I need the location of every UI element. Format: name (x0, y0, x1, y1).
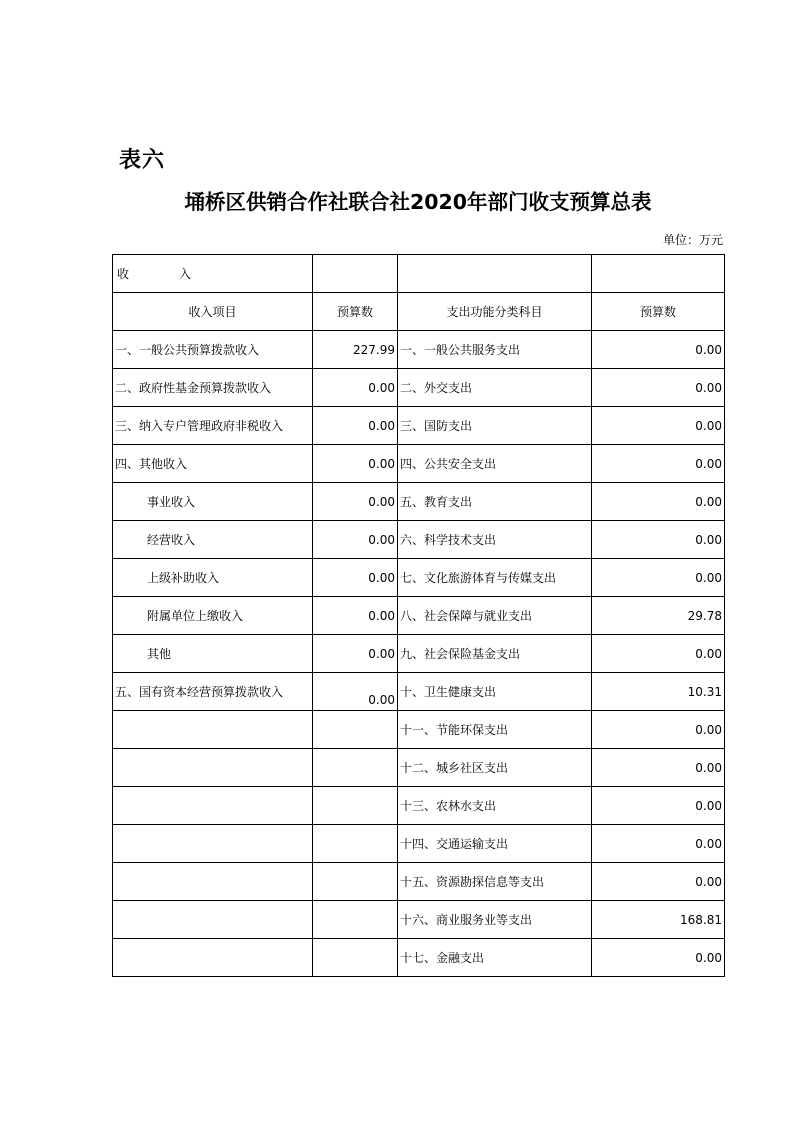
table-row (113, 521, 725, 559)
income-item-cell: 上级补助收入 (113, 559, 313, 597)
expense-item-cell: 八、社会保障与就业支出 (398, 597, 592, 635)
expense-item-cell: 十五、资源勘探信息等支出 (398, 863, 592, 901)
table-row (113, 863, 725, 901)
header-income-item: 收入项目 (113, 293, 313, 331)
income-item-cell (113, 825, 313, 863)
expense-item-cell: 十一、节能环保支出 (398, 711, 592, 749)
expense-item-cell: 十七、金融支出 (398, 939, 592, 977)
budget-table (112, 254, 725, 977)
expense-item-cell: 三、国防支出 (398, 407, 592, 445)
expense-item-cell: 十四、交通运输支出 (398, 825, 592, 863)
header-expense-item: 支出功能分类科目 (398, 293, 592, 331)
income-value-cell (313, 711, 398, 749)
table-row (113, 635, 725, 673)
expense-value-cell: 0.00 (592, 939, 725, 977)
header-expense-amount: 预算数 (592, 293, 725, 331)
table-row (113, 369, 725, 407)
expense-value-cell: 0.00 (592, 521, 725, 559)
expense-item-cell: 二、外交支出 (398, 369, 592, 407)
expense-value-cell: 0.00 (592, 787, 725, 825)
income-item-cell (113, 863, 313, 901)
section-heading-char: 收 (117, 267, 130, 281)
income-value-cell: 0.00 (313, 483, 398, 521)
income-value-cell: 0.00 (313, 635, 398, 673)
income-item-cell (113, 711, 313, 749)
expense-item-cell: 七、文化旅游体育与传媒支出 (398, 559, 592, 597)
header-income-amount: 预算数 (313, 293, 398, 331)
expense-item-cell: 六、科学技术支出 (398, 521, 592, 559)
income-value-cell (313, 749, 398, 787)
table-row (113, 673, 725, 711)
income-item-cell: 其他 (113, 635, 313, 673)
section-heading-char: 入 (179, 267, 192, 281)
table-row (113, 825, 725, 863)
table-label: 表六 (119, 148, 166, 173)
income-value-cell (313, 787, 398, 825)
income-item-cell: 五、国有资本经营预算拨款收入 (113, 673, 313, 711)
expense-item-cell: 十六、商业服务业等支出 (398, 901, 592, 939)
income-item-cell: 二、政府性基金预算拨款收入 (113, 369, 313, 407)
income-value-cell: 0.00 (313, 445, 398, 483)
income-value-cell (313, 901, 398, 939)
income-item-cell: 四、其他收入 (113, 445, 313, 483)
income-item-cell (113, 787, 313, 825)
income-value-cell: 0.00 (313, 673, 398, 711)
table-row (113, 597, 725, 635)
unit-label: 单位：万元 (662, 233, 723, 247)
income-value-cell (313, 863, 398, 901)
income-value-cell: 0.00 (313, 369, 398, 407)
income-value-cell (313, 939, 398, 977)
expense-value-cell: 0.00 (592, 369, 725, 407)
income-value-cell: 227.99 (313, 331, 398, 369)
table-row (113, 787, 725, 825)
expense-item-cell: 五、教育支出 (398, 483, 592, 521)
income-value-cell: 0.00 (313, 559, 398, 597)
expense-value-cell: 168.81 (592, 901, 725, 939)
empty-cell (313, 255, 398, 293)
expense-value-cell: 10.31 (592, 673, 725, 711)
expense-value-cell: 0.00 (592, 711, 725, 749)
page-title: 埇桥区供销合作社联合社2020年部门收支预算总表 (184, 190, 652, 214)
income-value-cell: 0.00 (313, 407, 398, 445)
expense-value-cell: 0.00 (592, 331, 725, 369)
table-row (113, 407, 725, 445)
income-item-cell (113, 939, 313, 977)
income-item-cell (113, 901, 313, 939)
income-value-cell: 0.00 (313, 597, 398, 635)
table-row (113, 331, 725, 369)
expense-item-cell: 一、一般公共服务支出 (398, 331, 592, 369)
table-row (113, 749, 725, 787)
empty-cell (398, 255, 592, 293)
table-row (113, 445, 725, 483)
expense-item-cell: 四、公共安全支出 (398, 445, 592, 483)
income-item-cell: 三、纳入专户管理政府非税收入 (113, 407, 313, 445)
expense-item-cell: 九、社会保险基金支出 (398, 635, 592, 673)
expense-value-cell: 29.78 (592, 597, 725, 635)
section-heading-cell (113, 255, 313, 293)
income-item-cell: 经营收入 (113, 521, 313, 559)
table-row (113, 711, 725, 749)
income-item-cell: 附属单位上缴收入 (113, 597, 313, 635)
expense-value-cell: 0.00 (592, 407, 725, 445)
expense-value-cell: 0.00 (592, 445, 725, 483)
column-header-row (113, 293, 725, 331)
income-item-cell (113, 749, 313, 787)
table-row (113, 483, 725, 521)
expense-item-cell: 十二、城乡社区支出 (398, 749, 592, 787)
table-row (113, 559, 725, 597)
expense-value-cell: 0.00 (592, 749, 725, 787)
income-value-cell (313, 825, 398, 863)
income-item-cell: 一、一般公共预算拨款收入 (113, 331, 313, 369)
income-item-cell: 事业收入 (113, 483, 313, 521)
expense-value-cell: 0.00 (592, 559, 725, 597)
table-row (113, 901, 725, 939)
expense-value-cell: 0.00 (592, 825, 725, 863)
expense-value-cell: 0.00 (592, 863, 725, 901)
table-row (113, 939, 725, 977)
income-value-cell: 0.00 (313, 521, 398, 559)
section-heading (115, 265, 191, 282)
empty-cell (592, 255, 725, 293)
section-heading-row (113, 255, 725, 293)
expense-value-cell: 0.00 (592, 483, 725, 521)
expense-value-cell: 0.00 (592, 635, 725, 673)
expense-item-cell: 十、卫生健康支出 (398, 673, 592, 711)
expense-item-cell: 十三、农林水支出 (398, 787, 592, 825)
